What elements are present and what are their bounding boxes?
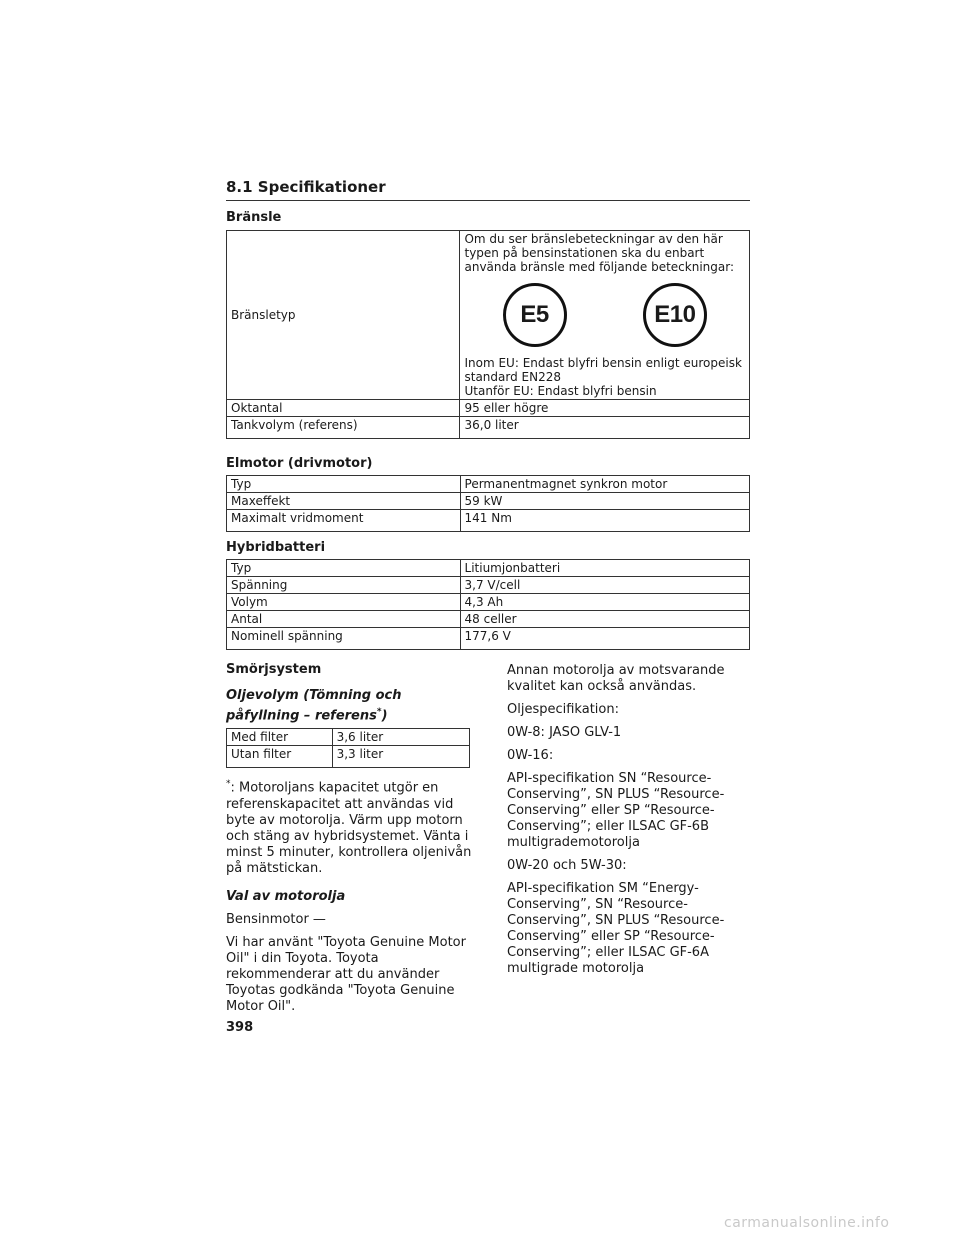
left-column <box>226 662 472 1022</box>
table-cell-label: Tankvolym (referens) <box>227 417 460 439</box>
oil-volume-table <box>226 728 470 768</box>
table-cell-value: 59 kW <box>460 493 749 510</box>
right-paragraph: 0W-20 och 5W-30: <box>507 858 627 873</box>
e10-fuel-badge-icon: E10 <box>643 283 707 347</box>
table-cell-label: Med filter <box>227 729 333 746</box>
toyota-oil-text: Vi har använt "Toyota Genuine Motor Oil" i din Toyota. Toyota rekommenderar att du använder Toyotas godkända "Toyota Genuine Motor Oil". <box>226 934 466 1014</box>
motor-table <box>226 475 750 532</box>
table-cell-value: 4,3 Ah <box>460 594 749 611</box>
watermark: carmanualsonline.info <box>724 1215 890 1231</box>
table-cell-value: 177,6 V <box>460 628 749 650</box>
table-row <box>227 493 750 510</box>
right-paragraph: 0W-16: <box>507 748 554 763</box>
table-row <box>227 400 750 417</box>
fuel-intro-text: Om du ser bränslebeteckningar av den här typen på bensinstationen ska du enbart använda bränsle med följande beteckningar: <box>464 232 735 274</box>
table-cell-label: Maxeffekt <box>227 493 461 510</box>
table-row <box>227 594 750 611</box>
fuel-type-label: Bränsletyp <box>227 231 460 400</box>
table-cell-label: Maximalt vridmoment <box>227 510 461 532</box>
table-cell-label: Volym <box>227 594 461 611</box>
lubrication-heading: Smörjsystem <box>226 662 322 677</box>
battery-table <box>226 559 750 650</box>
table-row <box>227 510 750 532</box>
oil-footnote: *: Motoroljans kapacitet utgör en referenskapacitet att användas vid byte av motorolja. Värm upp motorn och stäng av hybridsystemet. Vänta i minst 5 minuter, kontrollera oljenivån på mätstickan. <box>226 779 472 876</box>
engine-type-text: Bensinmotor — <box>226 911 326 927</box>
oil-volume-heading: Oljevolym (Tömning och påfyllning – referens*) <box>226 688 402 724</box>
table-row <box>227 729 470 746</box>
table-cell-label: Utan filter <box>227 746 333 768</box>
table-cell-label: Antal <box>227 611 461 628</box>
right-paragraph: 0W-8: JASO GLV-1 <box>507 725 622 740</box>
table-cell-value: 95 eller högre <box>460 400 750 417</box>
right-paragraph: Annan motorolja av motsvarande kvalitet kan också användas. <box>507 663 725 694</box>
battery-heading: Hybridbatteri <box>226 540 326 555</box>
right-paragraph: API-specifikation SM “Energy-Conserving”, SN “Resource-Conserving”, SN PLUS “Resource-Conserving” eller SP “Resource-Conserving”; eller ILSAC GF-6A multigrade motorolja <box>507 881 725 976</box>
table-row <box>227 560 750 577</box>
table-cell-label: Spänning <box>227 577 461 594</box>
oil-choice-heading: Val av motorolja <box>226 888 346 904</box>
fuel-non-eu-text: Utanför EU: Endast blyfri bensin <box>464 384 657 398</box>
page-number: 398 <box>226 1020 254 1035</box>
table-row <box>227 417 750 439</box>
table-cell-value: 36,0 liter <box>460 417 750 439</box>
table-cell-label: Typ <box>227 560 461 577</box>
right-paragraph: Oljespecifikation: <box>507 702 619 717</box>
fuel-table <box>226 230 750 439</box>
table-cell-label: Nominell spänning <box>227 628 461 650</box>
fuel-heading: Bränsle <box>226 210 282 225</box>
table-row <box>227 746 470 768</box>
table-cell-value: 3,6 liter <box>332 729 469 746</box>
table-row <box>227 231 750 400</box>
fuel-badges <box>464 277 745 353</box>
table-row <box>227 628 750 650</box>
right-column <box>507 663 753 984</box>
table-row <box>227 577 750 594</box>
motor-heading: Elmotor (drivmotor) <box>226 456 373 471</box>
table-cell-value: Permanentmagnet synkron motor <box>460 476 749 493</box>
table-cell-value: 141 Nm <box>460 510 749 532</box>
fuel-type-value <box>460 231 750 400</box>
table-cell-value: 3,7 V/cell <box>460 577 749 594</box>
table-row <box>227 476 750 493</box>
table-row <box>227 611 750 628</box>
right-paragraph: API-specifikation SN “Resource-Conserving”, SN PLUS “Resource-Conserving” eller SP “Resource-Conserving”; eller ILSAC GF-6B multigrademotorolja <box>507 771 725 850</box>
table-cell-value: 3,3 liter <box>332 746 469 768</box>
table-cell-value: Litiumjonbatteri <box>460 560 749 577</box>
table-cell-label: Oktantal <box>227 400 460 417</box>
table-cell-label: Typ <box>227 476 461 493</box>
fuel-eu-text: Inom EU: Endast blyfri bensin enligt europeisk standard EN228 <box>464 356 742 384</box>
e5-fuel-badge-icon: E5 <box>503 283 567 347</box>
section-header: 8.1 Specifikationer <box>226 178 750 201</box>
table-cell-value: 48 celler <box>460 611 749 628</box>
